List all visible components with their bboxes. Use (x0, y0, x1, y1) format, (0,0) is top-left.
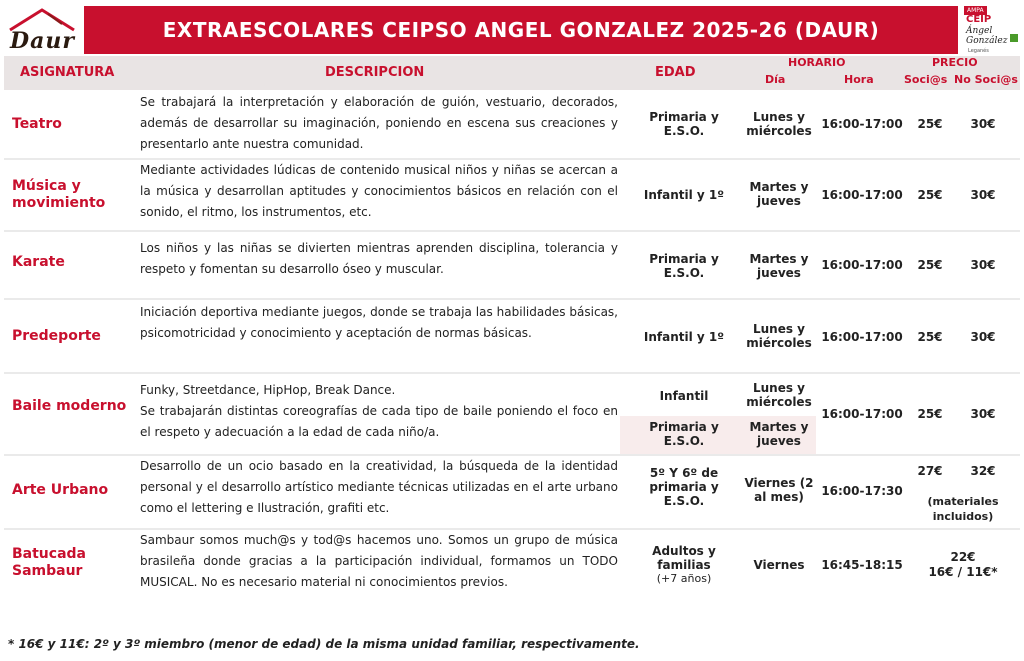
day: Martes y jueves (749, 180, 809, 208)
subject: Karate (12, 254, 65, 270)
price-no-socios: 30€ (970, 330, 996, 344)
subject: Predeporte (12, 328, 101, 344)
table-row (4, 300, 1020, 372)
description: Se trabajará la interpretación y elaboración de guión, vestuario, decorados, además de desarrollar su imaginación, poniendo en escena sus creaciones y presentarlo ante nuestra comunidad. (140, 95, 618, 151)
table-row (4, 374, 1020, 454)
description: Iniciación deportiva mediante juegos, donde se trabaja las habilidades básicas, psicomotricidad y conocimiento y aceptación de normas básicas. (140, 305, 618, 340)
ampa-name: Ángel González (966, 26, 1008, 46)
description: Sambaur somos much@s y tod@s hacemos uno. Somos un grupo de música brasileña donde gracias a la participación individual, formamos un TODO MUSICAL. No es necesario material ni conocimientos previos. (140, 533, 618, 589)
hour: 16:00-17:00 (821, 330, 903, 344)
ampa-logo (962, 4, 1020, 56)
ampa-badge (1010, 34, 1018, 42)
age-note: (+7 años) (656, 572, 712, 585)
day: Lunes y miércoles (746, 110, 812, 138)
price-no-socios: 30€ (970, 117, 996, 131)
subject: Baile moderno (12, 398, 127, 414)
hour: 16:00-17:00 (821, 407, 903, 421)
logo-text: Daur (10, 28, 75, 54)
price-socios: 25€ (917, 407, 943, 421)
day: Martes y jueves (749, 252, 809, 280)
day-primaria: Martes y jueves (749, 420, 809, 448)
price-socios: 25€ (917, 188, 943, 202)
hour: 16:00-17:00 (821, 188, 903, 202)
age: Primaria y E.S.O. (649, 252, 719, 280)
age-label: Adultos y familias (652, 544, 716, 572)
day-infantil: Lunes y miércoles (746, 381, 812, 409)
page-title: EXTRAESCOLARES CEIPSO ANGEL GONZALEZ 2025-26 (DAUR) (84, 6, 958, 54)
col-no-socios: No Soci@s (954, 73, 1018, 86)
price-no-socios: 30€ (970, 188, 996, 202)
day: Viernes (753, 558, 805, 572)
price-socios: 25€ (917, 330, 943, 344)
hour: 16:45-18:15 (821, 558, 903, 572)
col-edad: EDAD (655, 65, 696, 80)
table-row (4, 90, 1020, 158)
daur-logo (4, 6, 80, 54)
col-horario: HORARIO (788, 56, 846, 69)
table-row (4, 530, 1020, 600)
col-asignatura: ASIGNATURA (20, 65, 115, 80)
day: Lunes y miércoles (746, 322, 812, 350)
ampa-tag: AMPA (964, 6, 987, 15)
age-primaria: Primaria y E.S.O. (649, 420, 719, 448)
col-descripcion: DESCRIPCION (325, 65, 425, 80)
col-precio: PRECIO (932, 56, 978, 69)
hour: 16:00-17:30 (821, 484, 903, 498)
description-intro: Funky, Streetdance, HipHop, Break Dance. (140, 383, 396, 397)
age: Infantil y 1º (643, 330, 725, 344)
age: 5º Y 6º de primaria y E.S.O. (649, 466, 719, 508)
age: Primaria y E.S.O. (649, 110, 719, 138)
day: Viernes (2 al mes) (744, 476, 814, 504)
col-hora: Hora (844, 73, 874, 86)
table-header (4, 56, 1020, 90)
price-note: (materiales incluidos) (927, 495, 999, 523)
description: Mediante actividades lúdicas de contenido musical niños y niñas se acercan a la música y desarrollan aptitudes y conocimientos básicos en relación con el sonido, el ritmo, los instrumentos, etc. (140, 163, 618, 219)
description: Los niños y las niñas se divierten mientras aprenden disciplina, tolerancia y respeto y fomentan su desarrollo óseo y muscular. (140, 241, 618, 276)
hour: 16:00-17:00 (821, 117, 903, 131)
age (628, 544, 740, 586)
subject: Batucada Sambaur (12, 546, 86, 579)
price-main: 22€ (950, 550, 976, 564)
col-dia: Día (765, 73, 786, 86)
hour: 16:00-17:00 (821, 258, 903, 272)
col-socios: Soci@s (904, 73, 948, 86)
subject: Música y movimiento (12, 178, 106, 211)
price-socios: 25€ (917, 258, 943, 272)
description: Se trabajarán distintas coreografías de cada tipo de baile poniendo el foco en el respeto y adecuación a la edad de cada niño/a. (140, 404, 618, 439)
table-row (4, 232, 1020, 298)
age: Infantil y 1º (643, 188, 725, 202)
table-row (4, 160, 1020, 230)
subject: Teatro (12, 116, 62, 132)
ampa-ceip: CEIP (966, 14, 992, 25)
price-no-socios: 30€ (970, 258, 996, 272)
description: Desarrollo de un ocio basado en la creatividad, la búsqueda de la identidad personal y el desarrollo artístico mediante técnicas utilizadas en el arte urbano como el lettering e Ilustración, grafiti etc. (140, 459, 618, 515)
age-infantil: Infantil (659, 389, 709, 403)
price-no-socios: 32€ (970, 464, 996, 478)
price-no-socios: 30€ (970, 407, 996, 421)
ampa-location: Leganés (968, 48, 989, 54)
subject: Arte Urbano (12, 482, 109, 498)
price-socios: 27€ (917, 464, 943, 478)
price-socios: 25€ (917, 117, 943, 131)
footnote: * 16€ y 11€: 2º y 3º miembro (menor de edad) de la misma unidad familiar, respectivamente. (8, 637, 640, 651)
price-sub: 16€ / 11€* (928, 565, 998, 579)
table-row (4, 456, 1020, 528)
